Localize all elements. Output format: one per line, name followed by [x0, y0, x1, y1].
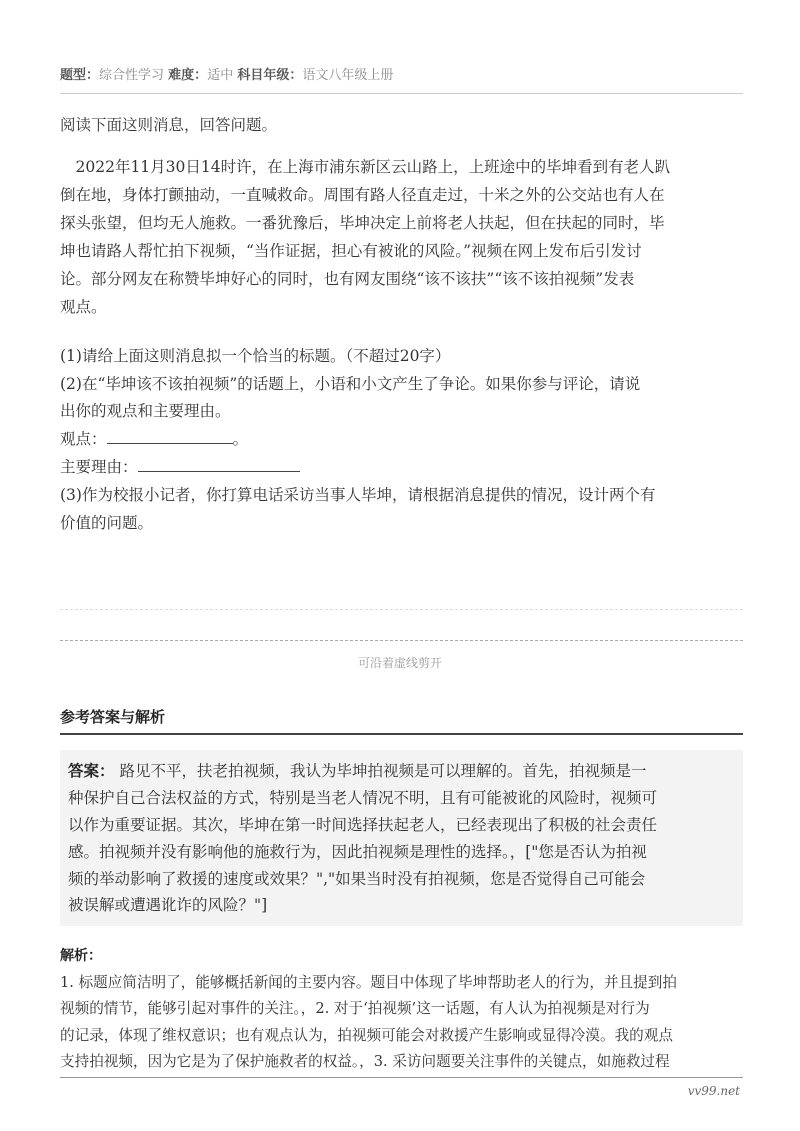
answer-line: 种保护自己合法权益的方式，特别是当老人情况不明，且有可能被讹的风险时，视频可 [68, 789, 658, 807]
viewpoint-row [60, 429, 248, 449]
subject-label: 科目年级： [237, 68, 303, 83]
answer-text: 路见不平，扶老拍视频，我认为毕坤拍视频是可以理解的。首先，拍视频是一 [114, 762, 647, 780]
reason-label: 主要理由： [60, 458, 138, 476]
viewpoint-blank[interactable] [107, 430, 233, 444]
divider [60, 93, 743, 94]
reason-row [60, 457, 300, 477]
question-meta [60, 64, 393, 83]
cut-line [60, 640, 743, 641]
passage-line: 倒在地，身体打颤抽动，一直喊救命。周围有路人径直走过，十米之外的公交站也有人在 [60, 186, 665, 204]
question-1: (1)请给上面这则消息拟一个恰当的标题。（不超过20字） [60, 347, 451, 365]
analysis-line: 的记录，体现了维权意识；也有观点认为，拍视频可能会对救援产生影响或显得冷漠。我的观点 [60, 1027, 673, 1044]
analysis-line: 支持拍视频，因为它是为了保护施救者的权益。，3. 采访问题要关注事件的关键点，如施救过程 [60, 1053, 670, 1070]
intro-text: 阅读下面这则消息，回答问题。 [60, 116, 278, 134]
answer-line: 以作为重要证据。其次，毕坤在第一时间选择扶起老人，已经表现出了积极的社会责任 [68, 816, 658, 834]
answer-line [68, 761, 646, 781]
difficulty-value: 适中 [207, 68, 234, 83]
answer-line: 感。拍视频并没有影响他的施救行为，因此拍视频是理性的选择。，["您是否认为拍视 [68, 843, 647, 861]
passage-line: 坤也请路人帮忙拍下视频，“当作证据，担心有被讹的风险。”视频在网上发布后引发讨 [60, 242, 642, 260]
dashed-line [60, 609, 743, 610]
passage-line: 论。部分网友在称赞毕坤好心的同时，也有网友围绕“该不该扶”“该不该拍视频”发表 [60, 270, 635, 288]
question-3-line: 价值的问题。 [60, 514, 154, 532]
type-label: 题型： [60, 68, 100, 83]
type-value: 综合性学习 [99, 68, 165, 83]
answer-line: 频的举动影响了救援的速度或效果？","如果当时没有拍视频，您是否觉得自己可能会 [68, 870, 646, 888]
subject-value: 语文八年级上册 [302, 68, 394, 83]
analysis-line: 1. 标题应简洁明了，能够概括新闻的主要内容。题目中体现了毕坤帮助老人的行为，并且提到拍 [60, 974, 677, 991]
answer-label: 答案： [68, 762, 115, 780]
section-divider [60, 733, 743, 735]
reason-blank[interactable] [138, 458, 300, 472]
cut-hint: 可沿着虚线剪开 [357, 656, 442, 670]
analysis-line: 视频的情节，能够引起对事件的关注。，2. 对于‘拍视频’这一话题，有人认为拍视频是对行为 [60, 1000, 650, 1017]
passage-line: 观点。 [60, 298, 107, 316]
footer-divider [60, 1077, 743, 1078]
difficulty-label: 难度： [168, 68, 208, 83]
question-2-line: 出你的观点和主要理由。 [60, 402, 231, 420]
question-3-line: (3)作为校报小记者，你打算电话采访当事人毕坤，请根据消息提供的情况，设计两个有 [60, 486, 656, 504]
answer-line: 被误解或遭遇讹诈的风险？"] [68, 896, 268, 914]
analysis-label: 解析： [60, 948, 102, 964]
period: 。 [232, 430, 249, 448]
answer-section-title: 参考答案与解析 [60, 708, 166, 726]
passage-line: 探头张望，但均无人施救。一番犹豫后，毕坤决定上前将老人扶起，但在扶起的同时，毕 [60, 214, 665, 232]
passage-line: 2022年11月30日14时许，在上海市浦东新区云山路上，上班途中的毕坤看到有老人趴 [60, 158, 671, 176]
viewpoint-label: 观点： [60, 430, 107, 448]
footer-site: vv99.net [687, 1084, 740, 1098]
question-2-line: (2)在“毕坤该不该拍视频”的话题上，小语和小文产生了争论。如果你参与评论，请说 [60, 375, 641, 393]
